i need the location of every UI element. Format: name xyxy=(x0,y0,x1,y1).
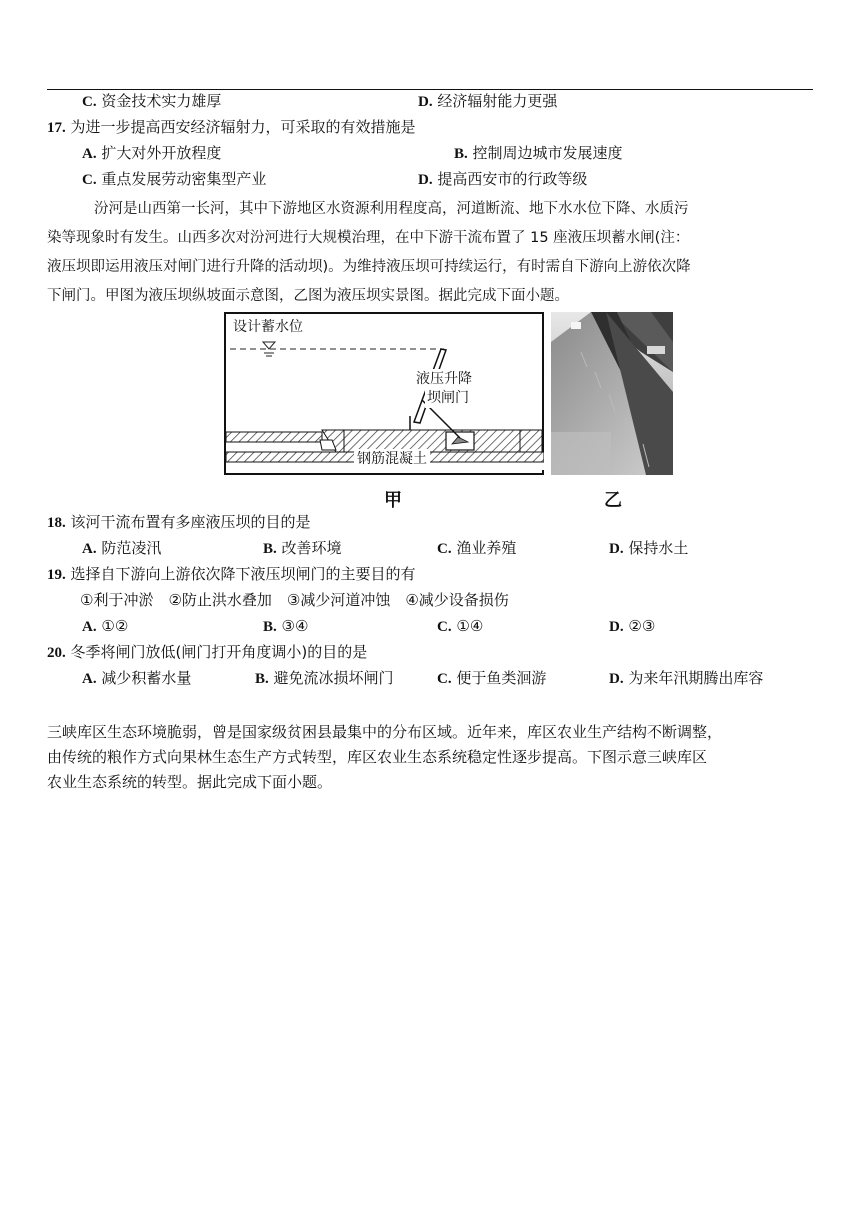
option-text: ③④ xyxy=(281,617,309,635)
q19-option-a xyxy=(82,616,128,637)
q18-stem xyxy=(47,512,311,533)
q16-option-d xyxy=(418,91,557,112)
q20-stem xyxy=(47,642,367,663)
q17-stem xyxy=(47,117,416,138)
q17-option-d xyxy=(418,169,587,190)
question-number: 18. xyxy=(47,515,66,531)
option-text: 经济辐射能力更强 xyxy=(437,92,558,110)
dam-photo-illustration xyxy=(551,312,673,475)
gate-label-line2: 坝闸门 xyxy=(427,390,469,406)
q19-choices: ①利于冲淤 ②防止洪水叠加 ③减少河道冲蚀 ④减少设备损伤 xyxy=(80,591,509,609)
option-letter: B. xyxy=(255,671,269,687)
passage1-line: 汾河是山西第一长河，其中下游地区水资源利用程度高，河道断流、地下水水位下降、水质污 xyxy=(94,201,689,217)
option-text: ②③ xyxy=(628,617,656,635)
option-text: 渔业养殖 xyxy=(456,539,517,557)
q19-option-d xyxy=(609,616,655,637)
option-text: 重点发展劳动密集型产业 xyxy=(101,170,267,188)
option-letter: B. xyxy=(454,146,468,162)
option-text: 为来年汛期腾出库容 xyxy=(628,669,764,687)
option-letter: C. xyxy=(437,671,452,687)
passage1-line: 下闸门。甲图为液压坝纵坡面示意图，乙图为液压坝实景图。据此完成下面小题。 xyxy=(47,288,569,304)
concrete-label: 钢筋混凝土 xyxy=(354,449,430,469)
option-text: 提高西安市的行政等级 xyxy=(437,170,588,188)
q19-option-c xyxy=(437,616,483,637)
passage1-line: 液压坝即运用液压对闸门进行升降的活动坝)。为维持液压坝可持续运行，有时需自下游向上游依次降 xyxy=(47,259,691,275)
option-text: ①④ xyxy=(456,617,484,635)
q17-option-b xyxy=(454,143,623,164)
option-text: 扩大对外开放程度 xyxy=(101,144,222,162)
option-letter: A. xyxy=(82,619,97,635)
question-number: 20. xyxy=(47,645,66,661)
q17-option-a xyxy=(82,143,221,164)
passage2-line: 农业生态系统的转型。据此完成下面小题。 xyxy=(47,773,333,791)
q18-option-a xyxy=(82,538,161,559)
option-letter: D. xyxy=(609,541,624,557)
q18-option-d xyxy=(609,538,688,559)
option-letter: C. xyxy=(82,172,97,188)
option-text: ①② xyxy=(101,617,129,635)
option-letter: B. xyxy=(263,619,277,635)
question-text: 为进一步提高西安经济辐射力，可采取的有效措施是 xyxy=(70,118,416,136)
q20-option-b xyxy=(255,668,394,689)
gate-label-line1: 液压升降 xyxy=(416,371,472,387)
option-text: 改善环境 xyxy=(281,539,342,557)
option-letter: D. xyxy=(609,671,624,687)
option-letter: C. xyxy=(437,541,452,557)
q19-option-b xyxy=(263,616,308,637)
figure-a-caption: 甲 xyxy=(384,490,402,511)
option-letter: D. xyxy=(418,94,433,110)
option-letter: C. xyxy=(437,619,452,635)
q20-option-a xyxy=(82,668,191,689)
option-text: 减少积蓄水量 xyxy=(101,669,192,687)
q20-option-c xyxy=(437,668,546,689)
q18-option-b xyxy=(263,538,342,559)
question-text: 冬季将闸门放低(闸门打开角度调小)的目的是 xyxy=(70,643,368,661)
option-letter: A. xyxy=(82,671,97,687)
top-divider xyxy=(47,89,813,90)
option-text: 避免流冰损坏闸门 xyxy=(273,669,394,687)
q16-option-c xyxy=(82,91,221,112)
figure-b-caption: 乙 xyxy=(604,490,622,511)
q17-option-c xyxy=(82,169,266,190)
passage1-line: 染等现象时有发生。山西多次对汾河进行大规模治理，在中下游干流布置了 15 座液压坝蓄水闸(注： xyxy=(47,230,690,246)
option-text: 资金技术实力雄厚 xyxy=(101,92,222,110)
option-letter: C. xyxy=(82,94,97,110)
option-letter: B. xyxy=(263,541,277,557)
option-text: 控制周边城市发展速度 xyxy=(472,144,623,162)
question-number: 17. xyxy=(47,120,66,136)
question-text: 选择自下游向上游依次降下液压坝闸门的主要目的有 xyxy=(70,565,416,583)
water-level-label: 设计蓄水位 xyxy=(233,319,303,335)
option-letter: A. xyxy=(82,146,97,162)
passage2-line: 三峡库区生态环境脆弱，曾是国家级贫困县最集中的分布区域。近年来，库区农业生产结构不断调整， xyxy=(47,723,723,741)
q18-option-c xyxy=(437,538,516,559)
passage2-line: 由传统的粮作方式向果林生态生产方式转型，库区农业生态系统稳定性逐步提高。下图示意三峡库区 xyxy=(47,748,708,766)
q19-stem xyxy=(47,564,416,585)
figure-a-dam-profile xyxy=(224,312,544,475)
option-letter: D. xyxy=(609,619,624,635)
question-number: 19. xyxy=(47,567,66,583)
question-text: 该河干流布置有多座液压坝的目的是 xyxy=(70,513,311,531)
q20-option-d xyxy=(609,668,763,689)
option-text: 保持水土 xyxy=(628,539,689,557)
figure-b-dam-photo xyxy=(551,312,673,475)
option-text: 便于鱼类洄游 xyxy=(456,669,547,687)
option-letter: A. xyxy=(82,541,97,557)
option-text: 防范凌汛 xyxy=(101,539,162,557)
option-letter: D. xyxy=(418,172,433,188)
